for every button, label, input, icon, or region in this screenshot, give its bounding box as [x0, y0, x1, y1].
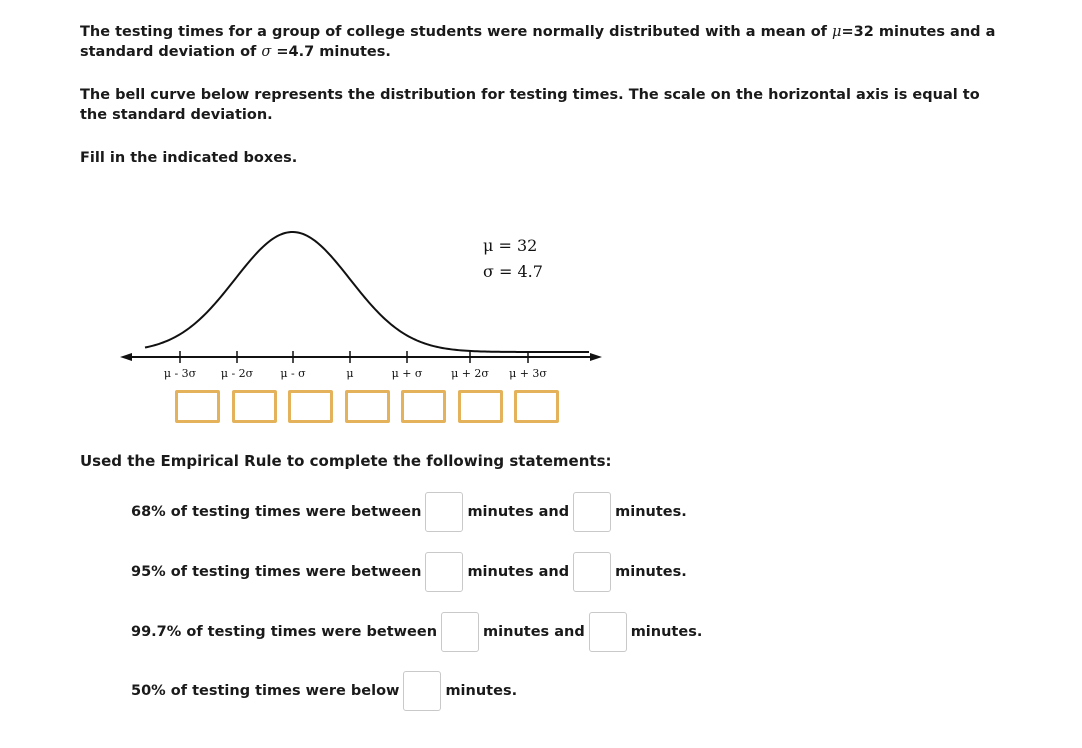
axis-value-box[interactable] — [458, 390, 503, 423]
axis-value-box[interactable] — [232, 390, 277, 423]
statement-68 — [131, 492, 687, 532]
statement-middle: minutes and — [483, 624, 585, 640]
statement-middle: minutes and — [467, 564, 570, 580]
mean-value: =32 minutes — [841, 24, 945, 40]
upper-bound-95-input[interactable] — [573, 552, 611, 592]
statement-prefix: 95% of testing times were between — [131, 564, 422, 580]
axis-value-box[interactable] — [345, 390, 390, 423]
axis-tick-label: μ - 3σ — [163, 367, 197, 380]
upper-bound-68-input[interactable] — [573, 492, 611, 532]
axis-tick-label: μ + σ — [391, 367, 423, 380]
sd-value: =4.7 minutes. — [276, 44, 391, 60]
axis-value-box[interactable] — [514, 390, 559, 423]
upper-bound-99-7-input[interactable] — [589, 612, 627, 652]
median-below-input[interactable] — [403, 671, 441, 711]
statement-prefix: 68% of testing times were between — [131, 504, 422, 520]
lower-bound-95-input[interactable] — [425, 552, 463, 592]
axis-tick-label: μ - σ — [280, 367, 306, 380]
statement-95 — [131, 552, 687, 592]
statement-suffix: minutes. — [615, 504, 687, 520]
intro-text: and a standard deviation of — [80, 24, 996, 60]
axis-value-box[interactable] — [401, 390, 446, 423]
intro-text: The testing times for a group of college students were normally distributed with a mean of — [80, 24, 827, 40]
statement-middle: minutes and — [467, 504, 570, 520]
sigma-symbol: σ — [261, 44, 272, 60]
lower-bound-99-7-input[interactable] — [441, 612, 479, 652]
statement-prefix: 50% of testing times were below — [131, 683, 400, 699]
mu-annotation: μ = 32 — [483, 236, 538, 255]
mu-symbol: μ — [832, 24, 842, 40]
axis-value-box[interactable] — [175, 390, 220, 423]
statement-suffix: minutes. — [445, 683, 518, 699]
statement-99-7 — [131, 612, 702, 652]
axis-tick-label: μ + 2σ — [451, 367, 489, 380]
intro-paragraph-2: The bell curve below represents the distribution for testing times. The scale on the horizontal axis is equal to the standard deviation. — [80, 87, 980, 123]
sigma-annotation: σ = 4.7 — [483, 262, 543, 281]
axis-value-box[interactable] — [288, 390, 333, 423]
axis-tick-label: μ — [346, 367, 354, 380]
statement-prefix: 99.7% of testing times were between — [131, 624, 438, 640]
axis-right-arrow — [590, 353, 602, 361]
statement-suffix: minutes. — [615, 564, 687, 580]
axis-tick-label: μ - 2σ — [220, 367, 254, 380]
empirical-heading: Used the Empirical Rule to complete the following statements: — [80, 452, 612, 470]
statement-suffix: minutes. — [630, 624, 703, 640]
lower-bound-68-input[interactable] — [425, 492, 463, 532]
instruction-text: Fill in the indicated boxes. — [80, 150, 298, 166]
axis-left-arrow — [120, 353, 132, 361]
statement-50 — [131, 671, 517, 711]
axis-tick-label: μ + 3σ — [509, 367, 547, 380]
